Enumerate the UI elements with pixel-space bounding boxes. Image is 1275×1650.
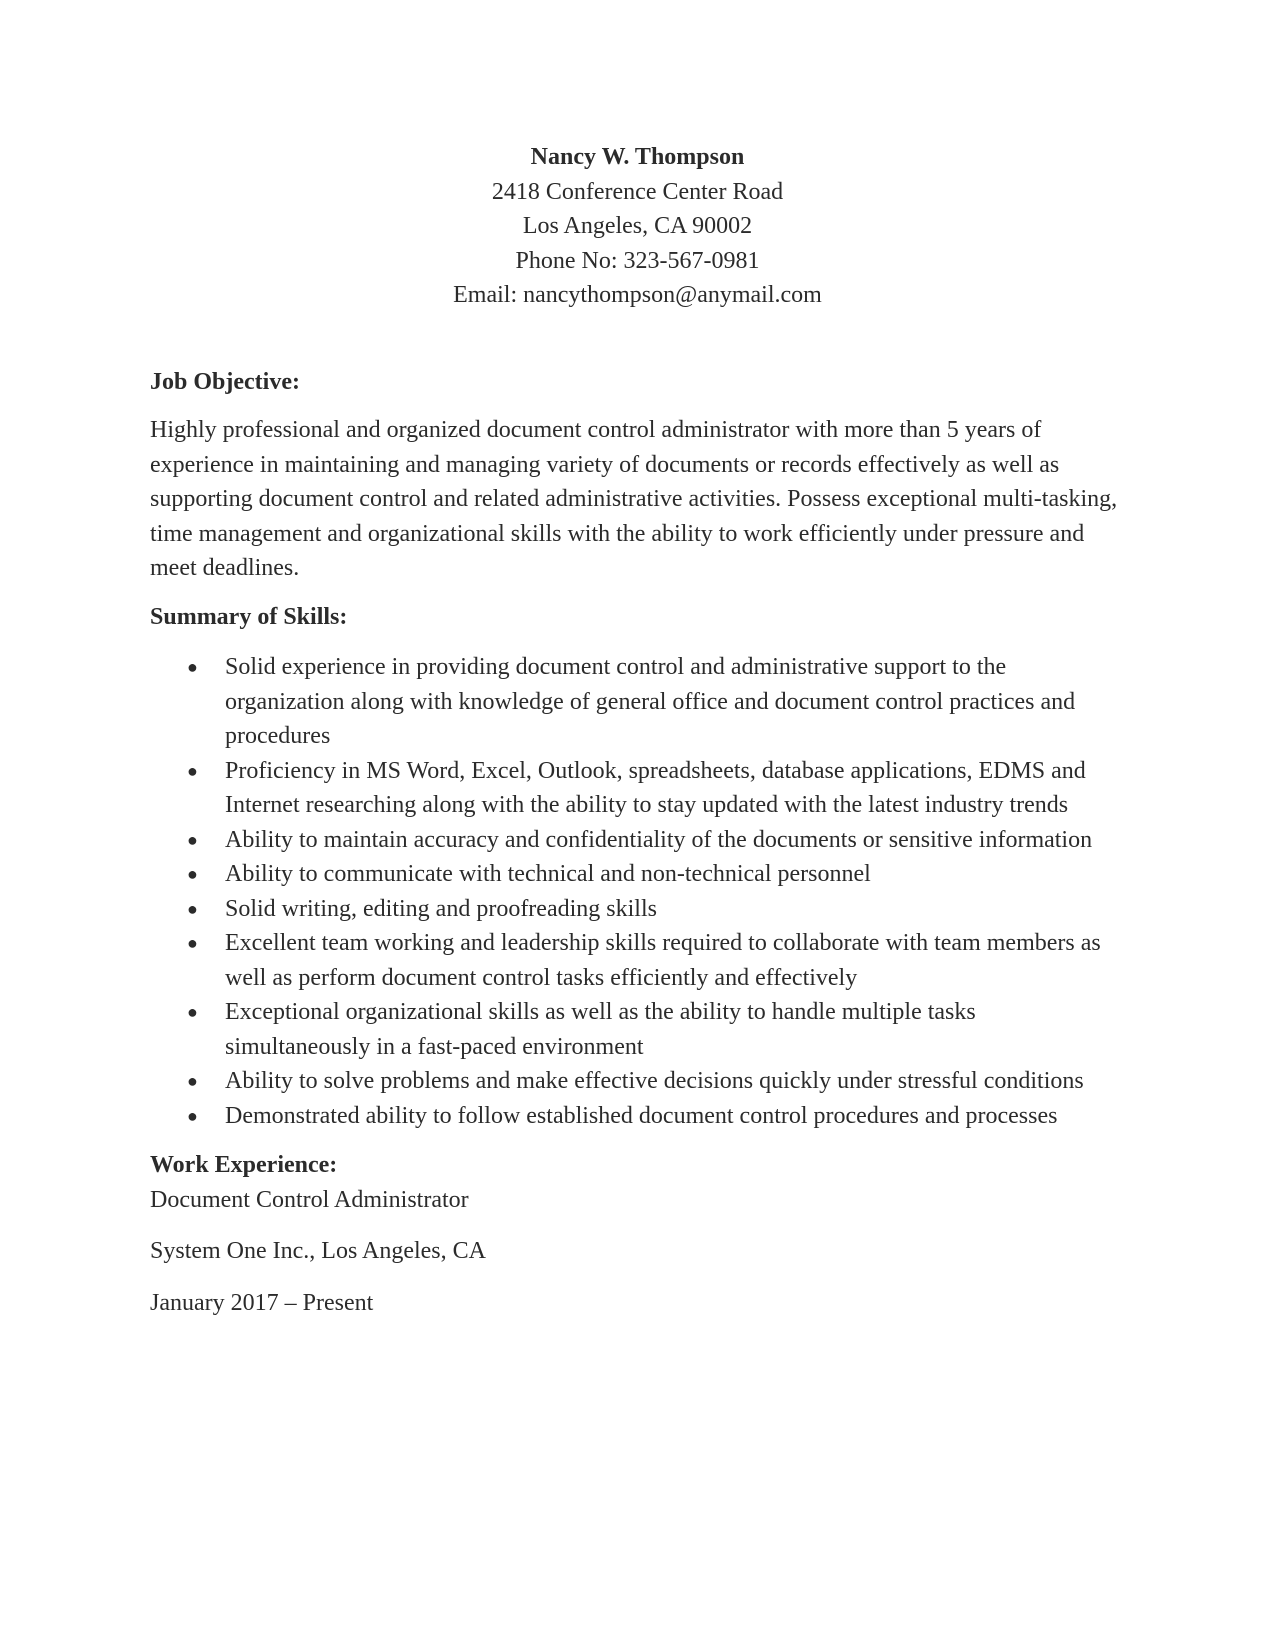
list-item [150,995,1125,1064]
skill-text: Proficiency in MS Word, Excel, Outlook, spreadsheets, database applications, EDMS and Internet researching along with the ability to stay updated with the latest industry trends [225,757,1086,818]
resume-page [150,140,1125,1320]
bullet-icon: ● [187,1002,198,1022]
list-item [150,650,1125,754]
list-item [150,892,1125,927]
skill-text: Excellent team working and leadership skills required to collaborate with team members as well as perform document control tasks efficiently and effectively [225,930,1101,991]
work-experience-heading: Work Experience: [150,1152,338,1178]
email-address: Email: nancythompson@anymail.com [453,282,822,308]
skill-text: Solid writing, editing and proofreading skills [225,895,657,922]
candidate-name: Nancy W. Thompson [530,144,745,170]
skill-text: Demonstrated ability to follow established document control procedures and processes [225,1102,1058,1129]
list-item [150,823,1125,858]
bullet-icon: ● [187,864,198,884]
skills-list [150,650,1125,1133]
bullet-icon: ● [187,657,198,677]
contact-header [150,140,1125,313]
bullet-icon: ● [187,1071,198,1091]
job-position: Document Control Administrator [150,1186,469,1213]
list-item [150,857,1125,892]
skill-text: Exceptional organizational skills as well as the ability to handle multiple tasks simultaneously in a fast-paced environment [225,999,976,1060]
bullet-icon: ● [187,829,198,850]
skills-heading: Summary of Skills: [150,603,348,630]
skill-text: Ability to maintain accuracy and confidentiality of the documents or sensitive information [225,826,1093,853]
list-item [150,926,1125,995]
objective-heading: Job Objective: [150,368,300,395]
skill-text: Ability to communicate with technical and non-technical personnel [225,861,871,887]
list-item [150,754,1125,823]
skill-text: Ability to solve problems and make effective decisions quickly under stressful conditions [225,1068,1084,1094]
address-line-1: 2418 Conference Center Road [491,178,784,205]
address-line-2: Los Angeles, CA 90002 [522,213,753,239]
bullet-icon: ● [187,760,198,781]
job-company: System One Inc., Los Angeles, CA [150,1238,486,1264]
list-item [150,1099,1125,1134]
bullet-icon: ● [187,898,198,919]
bullet-icon: ● [187,933,198,953]
bullet-icon: ● [187,1105,198,1126]
list-item [150,1064,1125,1099]
job-dates: January 2017 – Present [150,1289,374,1316]
skill-text: Solid experience in providing document control and administrative support to the organization along with knowledge of general office and document control practices and procedures [225,654,1076,749]
phone-number: Phone No: 323-567-0981 [515,247,760,274]
objective-paragraph: Highly professional and organized document control administrator with more than 5 years of experience in maintaining and managing variety of documents or records effectively as well as supporting document control and related administrative activities. Possess exceptional multi-tasking, time management and organizational skills with the ability to work efficiently under pressure and meet deadlines. [150,417,1118,581]
